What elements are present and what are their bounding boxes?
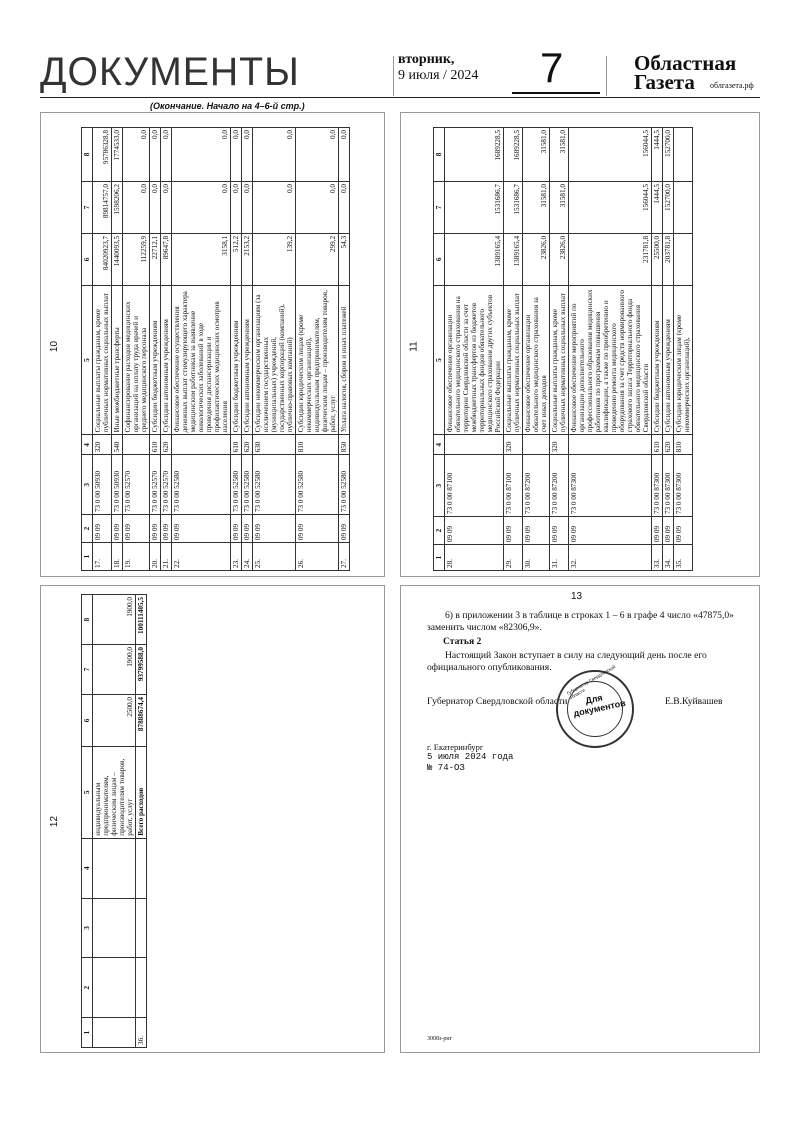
table-cell: 112259,9: [123, 233, 150, 285]
table-cell: 320: [504, 435, 523, 455]
table-cell: 0,0: [242, 128, 253, 182]
table-cell: 09 09: [253, 515, 296, 543]
table-cell: 73 0 00 52580: [339, 455, 350, 515]
table-cell: 850: [339, 435, 350, 455]
table-cell: 0,0: [339, 182, 350, 234]
column-header: 2: [434, 517, 445, 545]
table-cell: 73 0 00 87100: [445, 455, 504, 517]
table-cell: 09 09: [150, 515, 161, 543]
table-cell: Финансовое обеспечение организации обязательного медицинского страхования на территории Свердловской области за счет межбюджетных трансфертов из бюджетов территориальных фондов обязательного медицинского страхования других субъектов Российской Федерации: [445, 285, 504, 435]
table-row: [123, 128, 150, 571]
table-row: [231, 128, 242, 571]
table-cell: 1598206,2: [112, 182, 123, 234]
table-cell: Софинансирование расходов медицинских организаций на оплату труда врачей и среднего медицинского персонала: [123, 285, 150, 435]
table-cell: 09 09: [569, 517, 652, 545]
article-heading: Статья 2: [443, 636, 482, 647]
header-rule: [40, 97, 760, 98]
table-cell: 22.: [172, 543, 231, 571]
table-row: [93, 595, 136, 1048]
table-cell: 0,0: [161, 182, 172, 234]
table-cell: 31.: [550, 545, 569, 571]
table-cell: 1440093,5: [112, 233, 123, 285]
table-cell: Субсидии бюджетным учреждениям: [231, 285, 242, 435]
table-cell: 73 0 00 52570: [161, 455, 172, 515]
table-cell: Иные межбюджетные трансферты: [112, 285, 123, 435]
table-cell: 35.: [674, 545, 693, 571]
governor-title: Губернатор Свердловской области: [427, 696, 568, 707]
column-header: 5: [82, 746, 93, 838]
seal-ring-text: Губернатор Свердловской области: [566, 664, 617, 701]
table-row: [253, 128, 296, 571]
table-cell: 156044,5: [569, 181, 652, 233]
column-header: 3: [434, 455, 445, 517]
table-cell: 84020923,7: [93, 233, 112, 285]
table-cell: 320: [93, 435, 112, 455]
table-cell: Субсидии бюджетным учреждениям: [652, 285, 663, 435]
table-cell: 73 0 00 87300: [674, 455, 693, 517]
table-cell: 620: [161, 435, 172, 455]
column-header: 6: [434, 233, 445, 285]
table-cell: 25500,0: [652, 233, 663, 285]
table-page-12: [81, 594, 147, 1048]
table-cell: Всего расходов: [136, 746, 147, 838]
column-header: 1: [82, 543, 93, 571]
table-cell: 0,0: [253, 128, 296, 182]
table-cell: 73 0 00 52580: [253, 455, 296, 515]
table-cell: 95786328,8: [93, 128, 112, 182]
column-header: 5: [434, 285, 445, 435]
section-title: ДОКУМЕНТЫ: [40, 50, 300, 94]
page-label-12: 12: [49, 815, 61, 828]
table-cell: 610: [652, 435, 663, 455]
table-cell: Финансовое обеспечение организации обязательного медицинского страхования за счет иных доходов: [523, 285, 550, 435]
table-cell: [674, 181, 693, 233]
table-cell: Субсидии бюджетным учреждениям: [150, 285, 161, 435]
column-header: 3: [82, 455, 93, 515]
table-cell: 73 0 00 52580: [231, 455, 242, 515]
table-row: [242, 128, 253, 571]
table-cell: 810: [674, 435, 693, 455]
table-cell: 19.: [123, 543, 150, 571]
header-divider: [393, 56, 394, 96]
table-cell: 139,2: [253, 233, 296, 285]
table-cell: 0,0: [172, 128, 231, 182]
table-cell: [136, 838, 147, 898]
table-cell: 09 09: [504, 517, 523, 545]
table-cell: 73 0 00 50930: [112, 455, 123, 515]
table-cell: 73 0 00 87300: [652, 455, 663, 517]
table-cell: 0,0: [172, 182, 231, 234]
seal-label: Для документов: [572, 692, 627, 719]
table-cell: Субсидии юридическим лицам (кроме некоммерческих организаций),: [674, 285, 693, 435]
table-cell: 1444,5: [652, 181, 663, 233]
table-cell: 1389165,4: [445, 233, 504, 285]
table-cell: 32.: [569, 545, 652, 571]
table-cell: 73 0 00 52570: [123, 455, 150, 515]
table-cell: 610: [150, 435, 161, 455]
table-cell: 0,0: [231, 128, 242, 182]
table-cell: 0,0: [161, 128, 172, 182]
table-header-row: [434, 128, 445, 571]
expense-table-11: [433, 127, 693, 571]
table-cell: 152700,0: [663, 181, 674, 233]
table-cell: 31581,0: [550, 128, 569, 182]
table-cell: Субсидии автономным учреждениям: [161, 285, 172, 435]
column-header: 6: [82, 694, 93, 746]
law-number: № 74-ОЗ: [427, 763, 465, 773]
table-cell: 231781,8: [569, 233, 652, 285]
table-cell: 320: [550, 435, 569, 455]
table-row: [663, 128, 674, 571]
table-row: [339, 128, 350, 571]
table-cell: 1389165,4: [504, 233, 523, 285]
table-cell: 73 0 00 52570: [150, 455, 161, 515]
table-cell: 25.: [253, 543, 296, 571]
table-cell: [569, 435, 652, 455]
table-row: [296, 128, 339, 571]
table-cell: Социальные выплаты гражданам, кроме публичных нормативных социальных выплат: [93, 285, 112, 435]
column-header: 8: [434, 128, 445, 182]
table-cell: 09 09: [445, 517, 504, 545]
table-cell: [123, 435, 150, 455]
table-cell: 156044,5: [569, 128, 652, 182]
table-cell: 0,0: [123, 128, 150, 182]
newspaper-logo: [634, 51, 754, 94]
page-header: [40, 44, 760, 98]
table-cell: Уплата налогов, сборов и иных платежей: [339, 285, 350, 435]
table-cell: 152700,0: [663, 128, 674, 182]
table-cell: 24.: [242, 543, 253, 571]
table-cell: 09 09: [231, 515, 242, 543]
table-cell: 73 0 00 87300: [569, 455, 652, 517]
table-cell: 1689228,5: [504, 128, 523, 182]
table-row: [569, 128, 652, 571]
table-page-10: [81, 127, 350, 571]
table-cell: 1444,5: [652, 128, 663, 182]
column-header: 3: [82, 898, 93, 958]
table-cell: 1774533,0: [112, 128, 123, 182]
table-cell: 1531686,7: [445, 181, 504, 233]
table-cell: 0,0: [242, 182, 253, 234]
table-cell: 100111405,5: [136, 595, 147, 645]
table-cell: Субсидии некоммерческим организациям (за исключением государственных (муниципальных) учреждений, государственных корпораций (компаний), публично-правовых компаний): [253, 285, 296, 435]
table-cell: 31581,0: [523, 181, 550, 233]
table-cell: 89814757,0: [93, 182, 112, 234]
table-cell: 73 0 00 87200: [550, 455, 569, 517]
logo-site: облгазета.рф: [710, 81, 754, 90]
table-cell: индивидуальным предпринимателям, физическим лицам – производителям товаров, работ, услуг: [93, 746, 136, 838]
column-header: 7: [434, 181, 445, 233]
table-cell: [93, 958, 136, 1018]
governor-name: Е.В.Куйвашев: [665, 696, 723, 707]
page-label-10: 10: [49, 340, 61, 353]
table-cell: 1531686,7: [504, 181, 523, 233]
table-row: [523, 128, 550, 571]
table-cell: 1900,0: [93, 645, 136, 695]
table-row: [112, 128, 123, 571]
document-page-13: [400, 585, 760, 1053]
table-cell: 89647,8: [161, 233, 172, 285]
table-cell: 610: [231, 435, 242, 455]
page-label-11: 11: [408, 341, 420, 352]
table-cell: 73 0 00 87300: [663, 455, 674, 517]
table-cell: 34.: [663, 545, 674, 571]
table-cell: 203781,8: [663, 233, 674, 285]
table-cell: 0,0: [339, 128, 350, 182]
table-cell: 09 09: [523, 517, 550, 545]
table-cell: 0,0: [231, 182, 242, 234]
table-cell: 73 0 00 52580: [172, 455, 231, 515]
table-row: [445, 128, 504, 571]
table-cell: 512,2: [231, 233, 242, 285]
table-header-row: [82, 128, 93, 571]
table-cell: [445, 435, 504, 455]
table-cell: 0,0: [150, 182, 161, 234]
table-cell: Финансовое обеспечение мероприятий по организации дополнительного профессионального образования медицинских работников по программам повышения квалификации, а также по приобретению и проведению ремонта медицинского оборудования за счет средств нормированного страхового запаса Территориального фонда обязательного медицинского страхования Свердловской области: [569, 285, 652, 435]
column-header: 8: [82, 128, 93, 182]
page-number: 7: [540, 44, 564, 91]
column-header: 8: [82, 595, 93, 645]
table-cell: [674, 128, 693, 182]
table-cell: 0,0: [150, 128, 161, 182]
table-cell: [674, 233, 693, 285]
table-cell: [93, 898, 136, 958]
expense-table-12: [81, 594, 147, 1048]
table-cell: 73 0 00 87100: [504, 455, 523, 517]
table-cell: 2500,0: [93, 694, 136, 746]
table-cell: 0,0: [123, 182, 150, 234]
table-cell: 17.: [93, 543, 112, 571]
table-cell: 73 0 00 52580: [296, 455, 339, 515]
table-cell: 29.: [504, 545, 523, 571]
official-seal: [556, 664, 634, 748]
amendment-paragraph: 6) в приложении 3 в таблице в строках 1 – 6 в графе 4 число «47875,0» заменить числом «82306,9».: [427, 610, 734, 633]
city: г. Екатеринбург: [427, 742, 484, 752]
table-row: [93, 128, 112, 571]
table-row: [550, 128, 569, 571]
table-cell: [136, 958, 147, 1018]
table-cell: 31581,0: [523, 128, 550, 182]
header-divider: [606, 56, 607, 96]
table-cell: [93, 1018, 136, 1048]
table-header-row: [82, 595, 93, 1048]
table-cell: 09 09: [663, 517, 674, 545]
table-cell: 23.: [231, 543, 242, 571]
footer-code: 3008з-рнг: [427, 1036, 453, 1042]
table-cell: 810: [296, 435, 339, 455]
document-page-12: [40, 585, 385, 1053]
table-cell: 28.: [445, 545, 504, 571]
table-row: [674, 128, 693, 571]
column-header: 5: [82, 285, 93, 435]
table-cell: 87888674,4: [136, 694, 147, 746]
table-cell: 0,0: [253, 182, 296, 234]
table-cell: 20.: [150, 543, 161, 571]
document-page-10: [40, 112, 385, 577]
logo-line-1: Областная: [634, 51, 737, 75]
table-row: [504, 128, 523, 571]
table-row: [136, 595, 147, 1048]
table-cell: 36.: [136, 1018, 147, 1048]
logo-line-2: Газета: [634, 70, 695, 94]
table-cell: 1689228,5: [445, 128, 504, 182]
table-cell: 09 09: [674, 517, 693, 545]
table-cell: 09 09: [242, 515, 253, 543]
document-page-11: [400, 112, 760, 577]
table-cell: 1900,0: [93, 595, 136, 645]
table-cell: 620: [242, 435, 253, 455]
table-cell: 09 09: [296, 515, 339, 543]
table-cell: Финансовое обеспечение осуществления денежных выплат стимулирующего характера медицинским работникам за выявление онкологических заболеваний в ходе проведения диспансеризации и профилактических медицинских осмотров населения: [172, 285, 231, 435]
table-cell: 2153,2: [242, 233, 253, 285]
column-header: 4: [434, 435, 445, 455]
table-cell: 630: [253, 435, 296, 455]
table-cell: 09 09: [93, 515, 112, 543]
table-cell: 31581,0: [550, 181, 569, 233]
column-header: 6: [82, 233, 93, 285]
column-header: 2: [82, 515, 93, 543]
page-label-13: 13: [571, 591, 583, 602]
expense-table-10: [81, 127, 350, 571]
table-cell: 27.: [339, 543, 350, 571]
table-cell: 09 09: [652, 517, 663, 545]
table-cell: 33.: [652, 545, 663, 571]
table-cell: 09 09: [550, 517, 569, 545]
signing-date: 5 июля 2024 года: [427, 752, 514, 762]
column-header: 7: [82, 645, 93, 695]
table-cell: Социальные выплаты гражданам, кроме публичных нормативных социальных выплат: [504, 285, 523, 435]
table-cell: 54,3: [339, 233, 350, 285]
table-cell: 73 0 00 87200: [523, 455, 550, 517]
table-row: [652, 128, 663, 571]
column-header: 4: [82, 435, 93, 455]
issue-date-text: 9 июля / 2024: [398, 68, 479, 83]
table-cell: 26.: [296, 543, 339, 571]
column-header: 4: [82, 838, 93, 898]
table-cell: 93799588,0: [136, 645, 147, 695]
column-header: 7: [82, 182, 93, 234]
column-header: 1: [82, 1018, 93, 1048]
table-cell: Социальные выплаты гражданам, кроме публичных нормативных социальных выплат: [550, 285, 569, 435]
table-cell: Субсидии автономным учреждениям: [242, 285, 253, 435]
table-row: [161, 128, 172, 571]
table-cell: [523, 435, 550, 455]
table-cell: 09 09: [172, 515, 231, 543]
column-header: 1: [434, 545, 445, 571]
table-cell: Субсидии юридическим лицам (кроме некоммерческих организаций), индивидуальным предпринимателям, физическим лицам – производителям товаров, работ, услуг: [296, 285, 339, 435]
table-cell: 23826,0: [523, 233, 550, 285]
table-cell: [93, 838, 136, 898]
table-row: [150, 128, 161, 571]
page-number-underline: [512, 92, 600, 94]
table-cell: Субсидии автономным учреждениям: [663, 285, 674, 435]
table-row: [172, 128, 231, 571]
table-cell: [136, 898, 147, 958]
issue-date: [398, 52, 478, 84]
continuation-note: (Окончание. Начало на 4–6-й стр.): [150, 101, 305, 111]
table-cell: 30.: [523, 545, 550, 571]
table-cell: 0,0: [296, 128, 339, 182]
table-cell: [172, 435, 231, 455]
table-cell: 73 0 00 50930: [93, 455, 112, 515]
table-cell: 18.: [112, 543, 123, 571]
column-header: 2: [82, 958, 93, 1018]
table-cell: 09 09: [161, 515, 172, 543]
article-text: Настоящий Закон вступает в силу на следующий день после его официального опубликования.: [427, 650, 707, 673]
table-cell: 540: [112, 435, 123, 455]
table-cell: 73 0 00 52580: [242, 455, 253, 515]
table-cell: 23826,0: [550, 233, 569, 285]
table-cell: 09 09: [112, 515, 123, 543]
table-cell: 09 09: [123, 515, 150, 543]
table-cell: 09 09: [339, 515, 350, 543]
table-cell: 299,2: [296, 233, 339, 285]
table-cell: 22712,1: [150, 233, 161, 285]
issue-weekday: вторник,: [398, 52, 455, 67]
table-cell: 3158,1: [172, 233, 231, 285]
table-page-11: [433, 127, 693, 571]
table-cell: 0,0: [296, 182, 339, 234]
table-cell: 620: [663, 435, 674, 455]
table-cell: 21.: [161, 543, 172, 571]
